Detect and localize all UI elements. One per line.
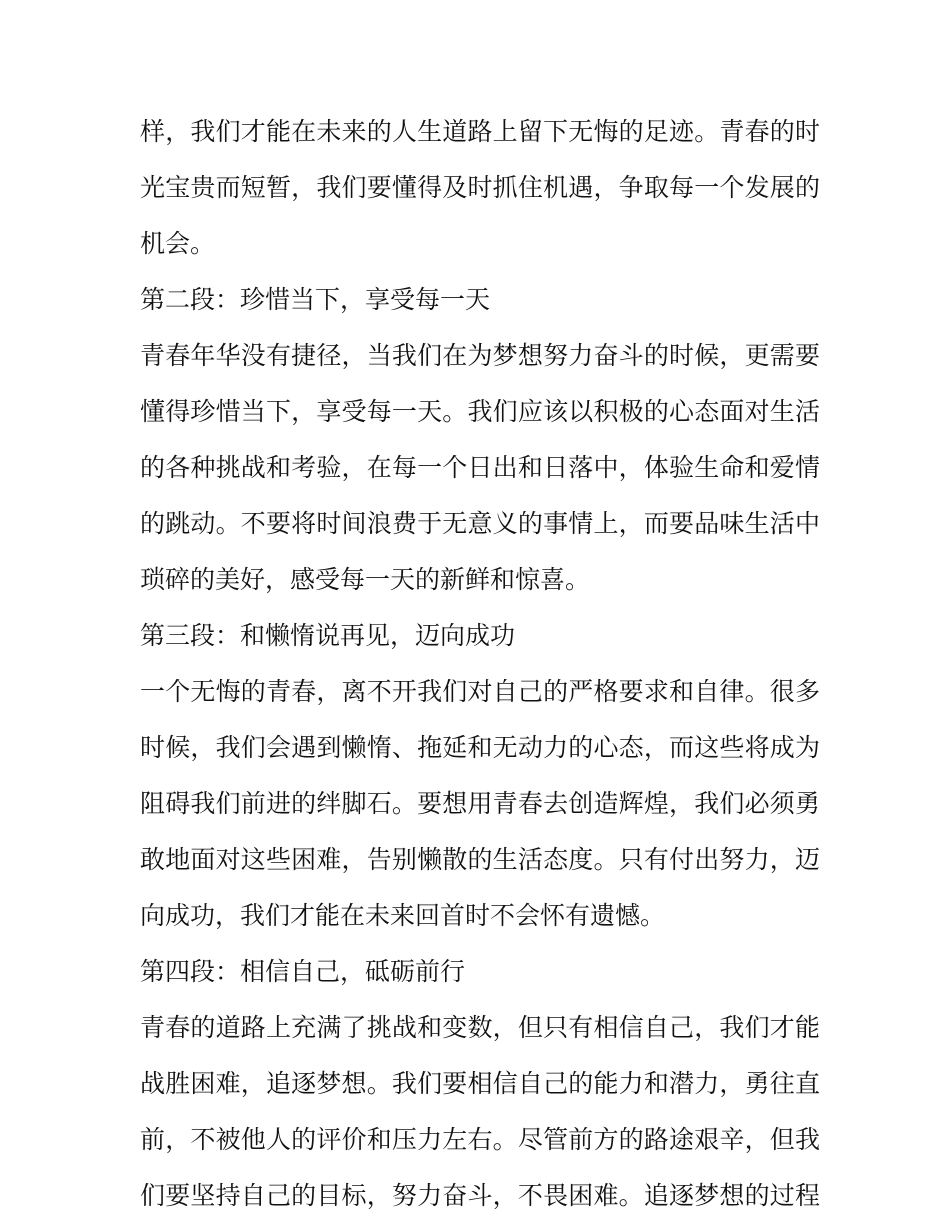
body-line: 青春的道路上充满了挑战和变数，但只有相信自己，我们才能 xyxy=(140,1013,820,1042)
body-line: 们要坚持自己的目标，努力奋斗，不畏困难。追逐梦想的过程 xyxy=(140,1181,820,1210)
body-line: 一个无悔的青春，离不开我们对自己的严格要求和自律。很多 xyxy=(140,677,820,706)
body-line: 样，我们才能在未来的人生道路上留下无悔的足迹。青春的时 xyxy=(140,117,820,146)
body-line: 时候，我们会遇到懒惰、拖延和无动力的心态，而这些将成为 xyxy=(140,733,820,762)
body-line: 敢地面对这些困难，告别懒散的生活态度。只有付出努力，迈 xyxy=(140,845,820,874)
body-line: 阻碍我们前进的绊脚石。要想用青春去创造辉煌，我们必须勇 xyxy=(140,789,820,818)
body-line: 前，不被他人的评价和压力左右。尽管前方的路途艰辛，但我 xyxy=(140,1125,820,1154)
body-line: 的跳动。不要将时间浪费于无意义的事情上，而要品味生活中 xyxy=(140,509,820,538)
section-heading-4: 第四段：相信自己，砥砺前行 xyxy=(140,957,466,986)
body-line: 战胜困难，追逐梦想。我们要相信自己的能力和潜力，勇往直 xyxy=(140,1069,820,1098)
body-line: 青春年华没有捷径，当我们在为梦想努力奋斗的时候，更需要 xyxy=(140,341,820,370)
body-line: 光宝贵而短暂，我们要懂得及时抓住机遇，争取每一个发展的 xyxy=(140,173,820,202)
body-line: 向成功，我们才能在未来回首时不会怀有遗憾。 xyxy=(140,901,666,930)
body-line: 机会。 xyxy=(140,229,216,258)
section-heading-2: 第二段：珍惜当下，享受每一天 xyxy=(140,285,491,314)
section-heading-3: 第三段：和懒惰说再见，迈向成功 xyxy=(140,621,516,650)
body-line: 琐碎的美好，感受每一天的新鲜和惊喜。 xyxy=(140,565,591,594)
body-line: 的各种挑战和考验，在每一个日出和日落中，体验生命和爱情 xyxy=(140,453,820,482)
document-body xyxy=(140,104,820,1224)
body-line: 懂得珍惜当下，享受每一天。我们应该以积极的心态面对生活 xyxy=(140,397,820,426)
